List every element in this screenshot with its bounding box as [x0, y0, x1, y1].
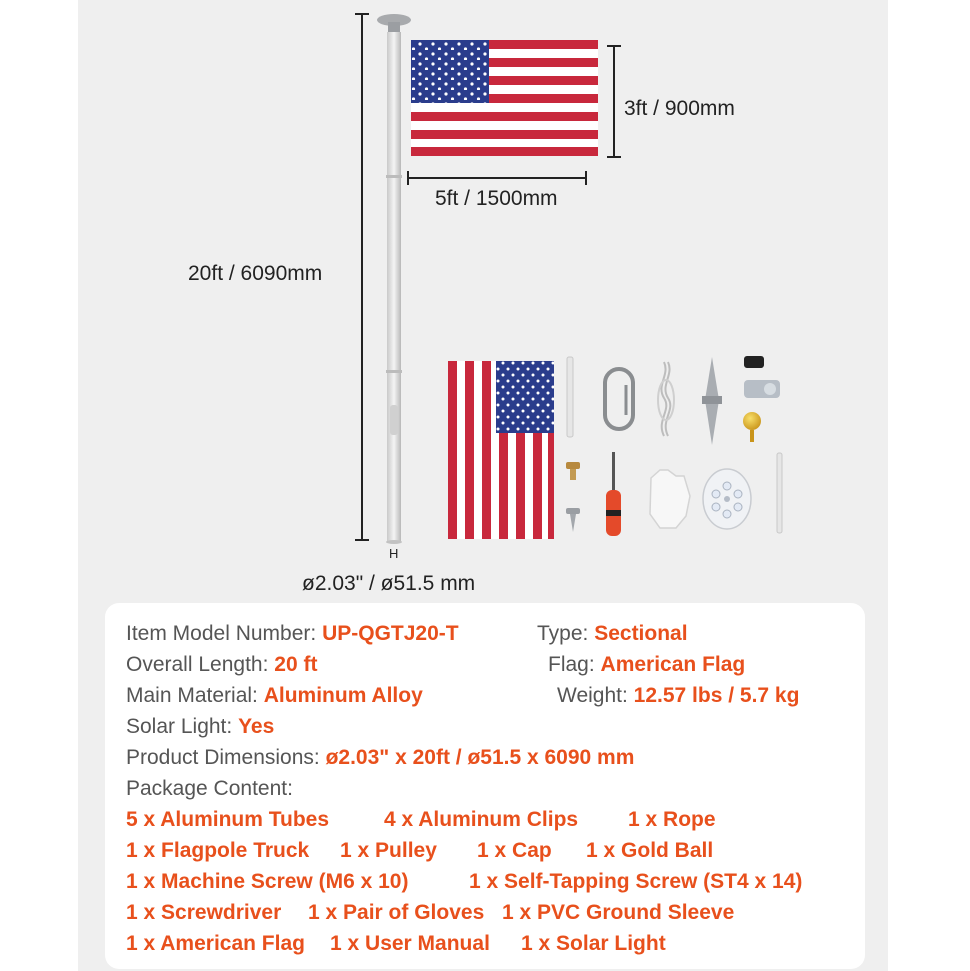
spec-material [126, 684, 423, 708]
package-item: 1 x Rope [628, 808, 716, 831]
flag-height-label: 3ft / 900mm [624, 97, 735, 120]
spec-length-value: 20 ft [274, 653, 318, 676]
package-item: 1 x Pulley [340, 839, 437, 862]
spec-dimensions-value: ø2.03" x 20ft / ø51.5 x 6090 mm [325, 746, 635, 769]
package-item: 4 x Aluminum Clips [384, 808, 579, 831]
package-content-heading: Package Content: [126, 777, 293, 800]
pole-diameter-label: ø2.03" / ø51.5 mm [302, 572, 476, 595]
screwdriver-icon [606, 452, 621, 536]
spec-model-label: Item Model Number: [126, 622, 323, 645]
pulley-icon [744, 380, 780, 398]
solar-light-icon [703, 469, 751, 529]
self-tapping-screw-icon [566, 508, 580, 532]
spec-type-value: Sectional [594, 622, 688, 645]
spec-flag-label: Flag: [548, 653, 601, 676]
spec-solar-label: Solar Light: [126, 715, 239, 738]
spec-type [537, 622, 688, 646]
package-item: 1 x Self-Tapping Screw (ST4 x 14) [469, 870, 803, 893]
vertical-american-flag [448, 361, 554, 539]
machine-screw-icon [566, 462, 580, 480]
h-marker-label: H [389, 546, 399, 561]
spec-solar-value: Yes [238, 715, 275, 738]
carabiner-clip-icon [605, 369, 633, 429]
spec-length [126, 653, 317, 677]
gloves-icon [650, 470, 690, 528]
pvc-sleeve-icon [777, 453, 782, 533]
spec-weight-label: Weight: [557, 684, 634, 707]
ground-sleeve-rod-icon [567, 357, 573, 437]
spec-flag [548, 653, 745, 677]
spec-model-value: UP-QGTJ20-T [322, 622, 459, 645]
package-item: 1 x PVC Ground Sleeve [502, 901, 735, 924]
pole-height-dimension-line [355, 14, 369, 540]
package-item: 1 x Screwdriver [126, 901, 282, 924]
flag-height-dimension-line [607, 46, 621, 157]
package-item: 1 x Gold Ball [586, 839, 714, 862]
cap-icon [744, 356, 764, 368]
spec-material-value: Aluminum Alloy [263, 684, 423, 707]
package-item: 1 x User Manual [330, 932, 490, 955]
package-item: 1 x Solar Light [521, 932, 666, 955]
rope-icon [658, 362, 674, 436]
flying-american-flag [411, 40, 598, 156]
package-item: 5 x Aluminum Tubes [126, 808, 330, 831]
spec-weight-value: 12.57 lbs / 5.7 kg [633, 684, 800, 707]
pole-height-label: 20ft / 6090mm [188, 262, 323, 285]
package-item: 1 x Machine Screw (M6 x 10) [126, 870, 409, 893]
flagpole-cleat-icon [702, 357, 722, 445]
gold-ball-icon [743, 412, 761, 442]
flag-width-label: 5ft / 1500mm [435, 187, 558, 210]
spec-type-label: Type: [537, 622, 595, 645]
spec-flag-value: American Flag [600, 653, 746, 676]
spec-dimensions [126, 746, 634, 770]
package-item: 1 x Flagpole Truck [126, 839, 310, 862]
spec-model [126, 622, 459, 646]
spec-solar [126, 715, 274, 739]
flagpole [377, 14, 411, 544]
flag-width-dimension-line [408, 171, 586, 185]
package-item: 1 x Pair of Gloves [308, 901, 485, 924]
package-item: 1 x American Flag [126, 932, 305, 955]
spec-material-label: Main Material: [126, 684, 264, 707]
spec-length-label: Overall Length: [126, 653, 275, 676]
spec-weight [557, 684, 799, 708]
spec-dimensions-label: Product Dimensions: [126, 746, 326, 769]
package-item: 1 x Cap [477, 839, 552, 862]
